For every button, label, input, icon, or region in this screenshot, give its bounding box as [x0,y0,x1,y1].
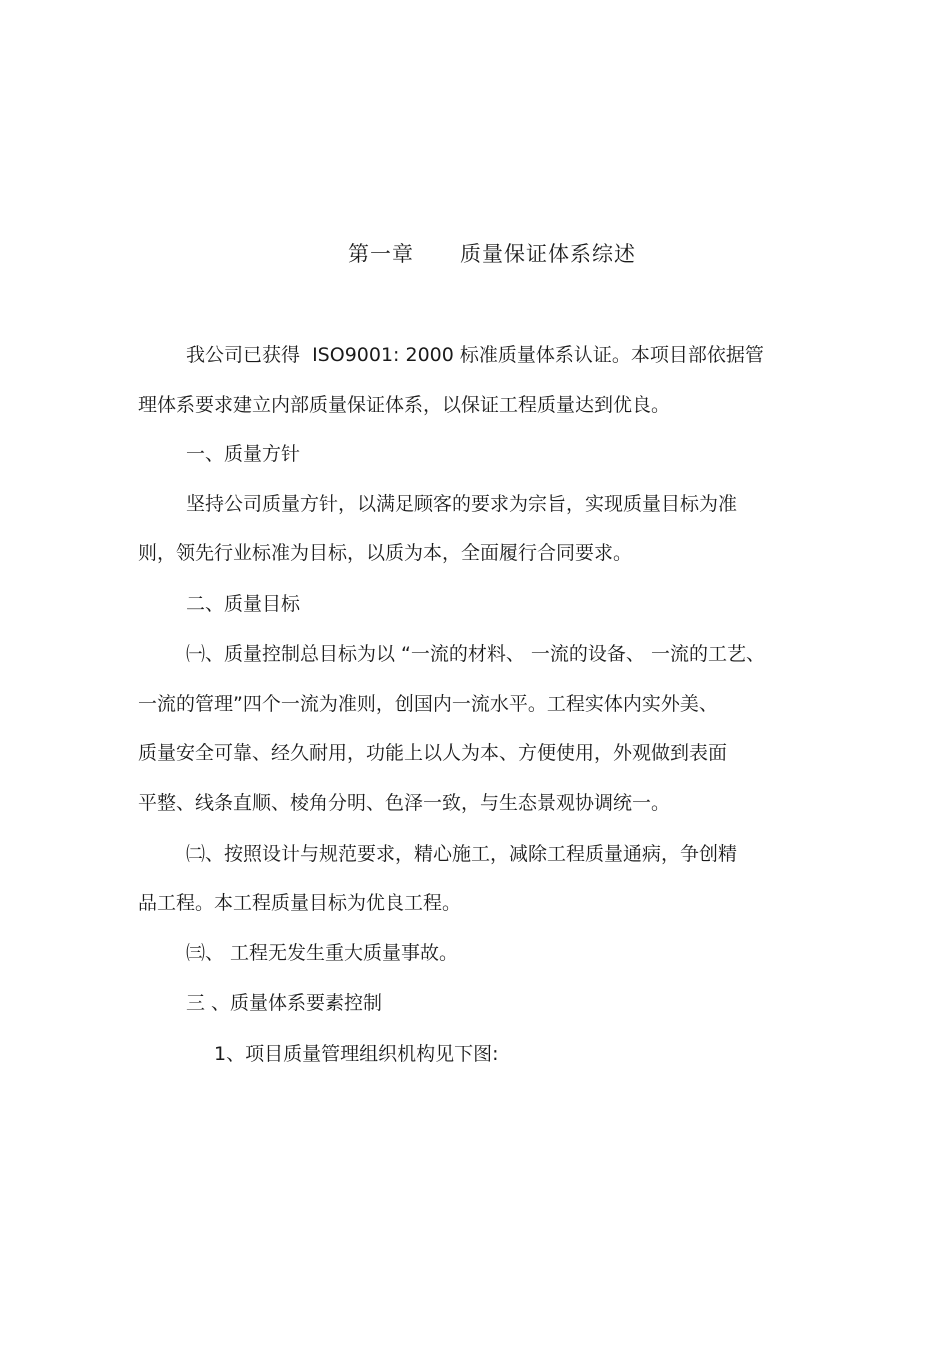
paragraph-intro-line-1: 我公司已获得 ISO9001: 2000 标准质量体系认证。本项目部依据管 [186,344,764,366]
paragraph-goal-1-line-1: ㈠、质量控制总目标为以 “一流的材料、 一流的设备、 一流的工艺、 [186,643,765,665]
section-heading-quality-policy: 一、质量方针 [186,443,301,465]
paragraph-intro-line-2: 理体系要求建立内部质量保证体系，以保证工程质量达到优良。 [138,394,671,416]
section-heading-quality-goals: 二、质量目标 [186,593,301,615]
paragraph-goal-2-line-1: ㈡、按照设计与规范要求，精心施工，减除工程质量通病，争创精 [186,843,738,865]
list-item-org-structure: 1、项目质量管理组织机构见下图: [214,1043,499,1065]
paragraph-goal-1-line-3: 质量安全可靠、经久耐用，功能上以人为本、方便使用，外观做到表面 [138,742,728,764]
paragraph-policy-line-1: 坚持公司质量方针，以满足顾客的要求为宗旨，实现质量目标为准 [186,493,738,515]
paragraph-goal-3: ㈢、 工程无发生重大质量事故。 [186,942,459,964]
chapter-title: 第一章 质量保证体系综述 [347,242,637,266]
paragraph-goal-2-line-2: 品工程。本工程质量目标为优良工程。 [138,892,462,914]
paragraph-policy-line-2: 则，领先行业标准为目标，以质为本，全面履行合同要求。 [138,542,633,564]
paragraph-goal-1-line-4: 平整、线条直顺、棱角分明、色泽一致，与生态景观协调统一。 [138,792,671,814]
paragraph-goal-1-line-2: 一流的管理”四个一流为准则，创国内一流水平。工程实体内实外美、 [138,693,718,715]
section-heading-quality-system-control: 三 、质量体系要素控制 [186,992,383,1014]
